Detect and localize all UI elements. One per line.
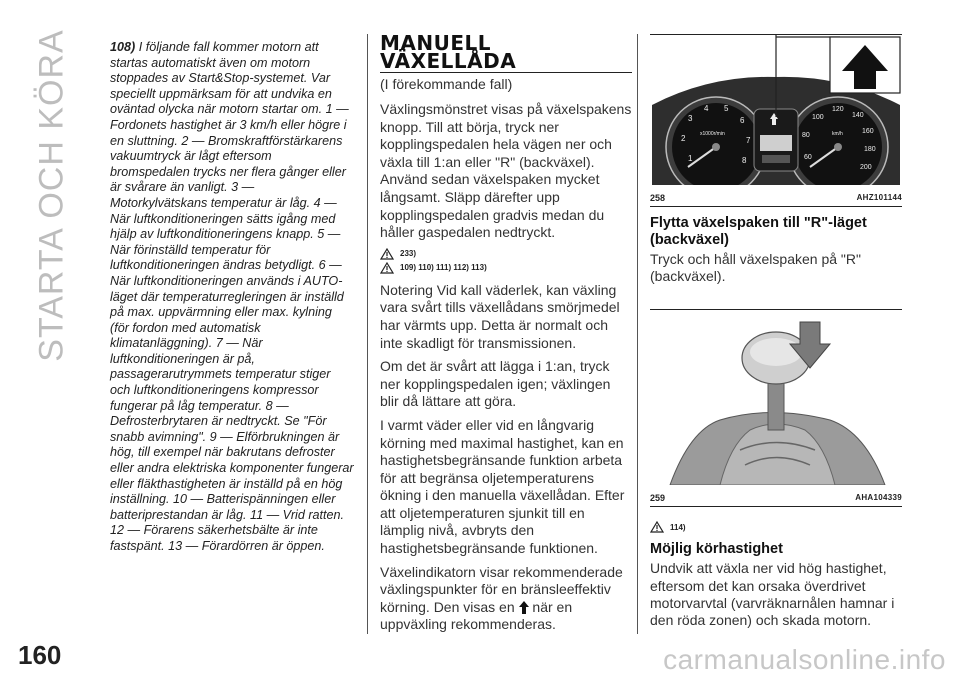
warning-note bbox=[110, 40, 354, 555]
tick-label: 140 bbox=[852, 112, 864, 119]
tick-label: 60 bbox=[804, 154, 812, 161]
note-text: I följande fall kommer motorn att startas automatiskt även om motorn stoppades av Start&Stop-systemet. Var speciellt uppmärksam för att undvika en oväntad olycka när motorn startar om. 1 — Fordonets hastighet är 3 km/h eller högre i en sluttning. 2 — Bromskraftförstärkarens vakuumtryck är lågt eftersom bromspedalen trycks ner flera gånger eller är svårare än vanligt. 3 — Motorkylvätskans temperatur är låg. 4 — När luftkonditioneringen sätts igång med hjälp av luftkonditioneringens knapp. 5 — När förinställd temperatur för luftkonditioneringen ändras betydligt. 6 — När luftkonditioneringen används i AUTO-läget där temperaturregleringen är inställd på max. uppvärmning eller max. kylning (för fordon med automatisk klimatanläggning). 7 — När luftkonditioneringen är på, passagerarutrymmets temperatur stiger och luftkonditioneringens kompressor fungerar på låg temperatur. 8 — Defrosterbrytaren är nedtryckt. Se "För snabb avimning". 9 — Elförbrukningen är hög, till exempel när bakrutans defroster eller andra elektriska komponenter fungerar eller fläkthastigheten är inställd på en hög inställning. 10 — Batterispänningen eller batteriprestandan är låg. 11 — Vrid ratten. 12 — Förarens säkerhetsbälte är inte fastspänt. 13 — Förardörren är öppen. bbox=[110, 40, 354, 553]
tick-label: 160 bbox=[862, 128, 874, 135]
gauge-unit: km/h bbox=[832, 131, 843, 137]
section-subtitle: (I förekommande fall) bbox=[380, 76, 513, 92]
note-number: 108) bbox=[110, 40, 136, 54]
warning-reference: 233) bbox=[380, 248, 632, 260]
column-divider bbox=[637, 34, 638, 634]
paragraph-speed-limit: I varmt väder eller vid en långvarig körning med maximal hastighet, kan en hastighetsbegränsande funktion arbeta för att begränsa oljetemperaturens ökning i den manuella växellådan. Efter att oljetemperaturen sjunkit till en lämplig nivå, avbryts den hastighetsbegränsande funktionen. bbox=[380, 416, 625, 557]
possible-speed-heading: Möjlig körhastighet bbox=[650, 541, 783, 558]
reverse-gear-text: Tryck och håll växelspaken på "R" (backväxel). bbox=[650, 251, 861, 285]
warning-triangle-icon bbox=[380, 262, 394, 274]
paragraph-note: Notering Vid kall väderlek, kan växling vara svårt tills växellådans smörjmedel har värmts upp. Detta är normalt och inte skadligt för transmissionen. bbox=[380, 281, 620, 351]
figure-column bbox=[650, 34, 902, 629]
heading-line-2: VÄXELLÅDA bbox=[380, 49, 517, 73]
paragraph-intro: Växlingsmönstret visas på växelspakens knopp. Till att börja, tryck ner kopplingspedalen hela vägen ner och växla till 1:an eller "R" (backväxel). Använd sedan växelspaken mycket långsamt. Släpp därefter upp kopplingspedalen gradvis medan du håller gaspedalen nedtryckt. bbox=[380, 101, 632, 241]
paragraph-gear-indicator: Växelindikatorn visar rekommenderade växlingspunkter för en bränsleeffektiv körning. Den visas en när en uppväxling rekommenderas. bbox=[380, 563, 623, 633]
section-heading bbox=[380, 31, 632, 73]
tick-label: 100 bbox=[812, 114, 824, 121]
possible-speed-text: Undvik att växla ner vid hög hastighet, eftersom det kan orsaka överdrivet motorvarvtal (varvräknarnålen hamnar i den röda zonen) och skada motorn. bbox=[650, 560, 895, 629]
tick-label: 8 bbox=[742, 156, 747, 165]
page-number: 160 bbox=[18, 640, 62, 670]
heading-line-1: MANUELL bbox=[380, 31, 492, 55]
figure-259 bbox=[650, 309, 902, 507]
warning-triangle-icon bbox=[650, 521, 664, 533]
tick-label: 2 bbox=[681, 134, 686, 143]
upshift-arrow-icon bbox=[519, 601, 529, 614]
warning-reference: 109) 110) 111) 112) 113) bbox=[380, 262, 632, 274]
gear-lever-illustration bbox=[650, 310, 902, 485]
tick-label: 7 bbox=[746, 136, 751, 145]
tick-label: 80 bbox=[802, 132, 810, 139]
warning-triangle-icon bbox=[380, 248, 394, 260]
warning-reference: 114) bbox=[650, 521, 902, 533]
manual-transmission-section bbox=[380, 31, 632, 640]
tick-label: 4 bbox=[704, 104, 709, 113]
tick-label: 6 bbox=[740, 116, 745, 125]
figure-258 bbox=[650, 34, 902, 207]
tick-label: 1 bbox=[688, 154, 693, 163]
side-chapter-title: STARTA OCH KÖRA bbox=[32, 28, 71, 362]
tick-label: 120 bbox=[832, 106, 844, 113]
figure-caption: 259 AHA104339 bbox=[650, 490, 902, 507]
tick-label: 3 bbox=[688, 114, 693, 123]
tick-label: 5 bbox=[724, 104, 729, 113]
instrument-cluster-illustration bbox=[650, 35, 902, 185]
tick-label: 200 bbox=[860, 164, 872, 171]
paragraph-first-gear: Om det är svårt att lägga i 1:an, tryck ner kopplingspedalen igen; växlingen blir då lättare att göra. bbox=[380, 358, 611, 410]
figure-caption: 258 AHZ101144 bbox=[650, 190, 902, 207]
tick-label: 180 bbox=[864, 146, 876, 153]
watermark: carmanualsonline.info bbox=[663, 644, 946, 675]
gauge-unit: x1000r/min bbox=[700, 131, 725, 137]
column-divider bbox=[367, 34, 368, 634]
reverse-gear-heading: Flytta växelspaken till "R"-läget (backväxel) bbox=[650, 215, 867, 248]
